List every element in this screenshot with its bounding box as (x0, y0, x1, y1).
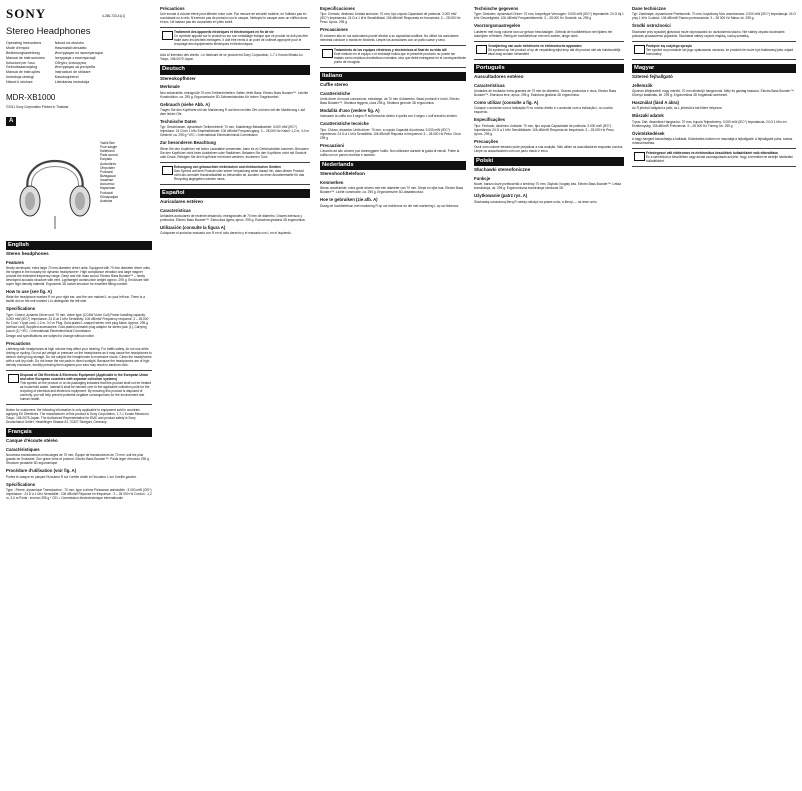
disposal-heading: Verwijdering van oude elektrische en elektronische apparaten (488, 43, 582, 48)
heading-how-to-use: Hoe te gebruiken (zie afb. A) (320, 197, 378, 203)
how-to-use-text: Słuchawkę oznaczoną literą R należy nałożyć na prawe ucho, a literą L – na lewe ucho. (474, 199, 598, 204)
disposal-notice (6, 370, 152, 405)
heading-specifications: Specifications (6, 306, 36, 312)
language-item: Instrukcja obsługi (6, 75, 34, 80)
section-header-french: Français (6, 428, 152, 437)
heading-how-to-use: Utilización (consulte la figura A) (160, 225, 226, 231)
language-item: Mode d'emploi (6, 45, 30, 50)
precautions-text: El volumen alto en los auriculares puede afectar a su capacidad auditiva. No utilice los auriculares mientras conduce o monta en bicicleta. Limpie los auriculares con un paño suave y seco. (320, 33, 459, 42)
disposal-text: Este símbolo en el equipo o el embalaje indica que el presente producto no puede ser tratado como residuos domésticos normales, sino que debe entregarse en el correspondiente punto de recogida. (334, 51, 466, 64)
how-to-use-text: Tragen Sie den Kopfhörer mit der Markierung R auf dem rechten Ohr und den mit der Markierung L auf dem linken Ohr. (160, 108, 306, 117)
how-to-use-text: Portez le casque en plaçant l'écouteur R sur l'oreille droite et l'écouteur L sur l'oreille gauche. (6, 474, 137, 479)
language-list (6, 41, 152, 85)
heading-precautions: Óvintézkedések (632, 130, 665, 136)
heading-features: Características (474, 82, 505, 88)
disposal-heading: Feleslegessé vált elektromos és elektronikus készülékek hulladékként való eltávolítása (646, 151, 778, 156)
disposal-text: This symbol on the product or on its packaging indicates that this product shall not be treated as household waste. Instead it shall be handed over to the applicable collection point for the recycling of electrical and electronic equipment. By ensuring this product is disposed of correctly, you will help prevent potential negative consequences for the environment and human health. (20, 381, 151, 402)
specifications-text: Típus: Zárt, dinamikus Hangszóró: 70 mm, kupola Teljesítmény: 3 000 mW (IEC*) Impedancia: 24 Ω 1 kHz-en Érzékenység: 106 dB/mW Frekvencia: 3 – 28 000 Hz Tömeg: kb. 295 g (632, 119, 787, 128)
column-3 (320, 6, 466, 786)
disposal-notice (474, 41, 624, 60)
part-label: Pour sangle (100, 144, 118, 149)
heading-specifications: Technische gegevens (474, 6, 519, 11)
heading-how-to-use: Használat (lásd A ábra) (632, 100, 679, 106)
part-label: Pads acoust. (100, 153, 119, 158)
section-header-hungarian: Magyar (632, 64, 796, 73)
heading-how-to-use: How to use (see fig. A) (6, 289, 52, 295)
section-header-german: Deutsch (160, 65, 310, 74)
section-subtitle: Stereohoofdtelefoon (320, 171, 365, 177)
disposal-heading: Pozbycie się zużytego sprzętu (646, 43, 692, 48)
disposal-heading: Disposal of Old Electrical & Electronic Equipment (Applicable in the European Union and other European countries with separate collection systems) (20, 373, 149, 382)
heading-features: Kenmerken (320, 180, 344, 186)
specifications-text: Tipo: Cerrado, dinámico Unidad auricular: 70 mm, tipo cúpula Capacidad de potencia: 3 000 mW (IEC*) Impedancia: 24 Ω a 1 kHz Sensibilidad: 106 dB/mW Respuesta en frecuencia: 3 – 28 000 Hz Peso: Aprox. 295 g (320, 12, 461, 25)
precautions-text: A nagy hangerő károsíthatja a hallását. Közlekedés közben ne használja a fejhallgatót. A fejhallgatót puha, száraz ruhával tisztítsa. (632, 137, 793, 146)
language-list-left (6, 41, 45, 85)
part-label: Чашечки (100, 178, 113, 183)
language-item: Használati útmutató (54, 45, 87, 50)
disposal-heading: Traitement des appareils électriques et électroniques en fin de vie (174, 30, 274, 35)
features-text: Neu entwickelte, extragroße 70-mm-Treibereinheiten. Satter, tiefer Bass. Electro Bass Booster™. Leichte Konstruktion, ca. 295 g. Ergonomische 3D-Schwenkstruktur für hohen Tragekomfort. (160, 90, 309, 99)
column-1 (6, 6, 152, 786)
specifications-note: Design and specifications are subject to change without notice. (6, 333, 95, 338)
heading-precautions: Précautions (160, 6, 185, 11)
disposal-text: Ce symbole apposé sur le produit ou sur son emballage indique que ce produit ne doit pas être traité avec les déchets ménagers. Il doit être remis à un point de collecte approprié pour le recyclage des équipements électriques et électroniques. (174, 34, 308, 47)
model-number: MDR-XB1000 (6, 92, 56, 102)
disposal-text: Dit symbool op het product of op de verpakking wijst erop dat dit product niet als huishoudelijk afval mag worden behandeld. (488, 47, 621, 56)
part-label: Austiņas (100, 198, 113, 203)
language-item: Οδηγίες λειτουργίας (54, 60, 87, 65)
section-subtitle: Cuffie stereo (320, 81, 349, 87)
part-label: Earpads (100, 157, 112, 162)
heading-specifications: Műszaki adatok (632, 113, 664, 119)
heading-precautions: Zur besonderen Beachtung (160, 140, 216, 146)
disposal-notice (632, 148, 796, 167)
heading-how-to-use: Como utilizar (consulte a fig. A) (474, 100, 539, 106)
language-item: Инструкция по эксплуатации (54, 50, 103, 55)
figure-label: A (6, 117, 16, 127)
language-item: Lietošanas instrukcija (54, 79, 90, 84)
heading-how-to-use: Procédure d'utilisation (voir fig. A) (6, 468, 77, 474)
heading-specifications: Especificações (474, 117, 506, 123)
section-subtitle: Auriculares estéreo (160, 199, 203, 204)
precautions-text: Ouvir com volume elevado pode prejudicar a sua audição. Não utilize os auscultadores enquanto conduz. Limpe os auscultadores com um pano macio e seco. (474, 145, 624, 154)
section-subtitle: Sztereó fejhallgató (632, 73, 673, 79)
section-subtitle: Stereokopfhörer (160, 75, 196, 81)
part-label: Yazlık Bez (100, 140, 115, 145)
heading-precautions: Środki ostrożności (632, 23, 671, 29)
precautions-text: Luisteren met hoog volume kan uw gehoor beschadigen. Gebruik de hoofdtelefoon niet tijdens het autorijden of fietsen. Reinig de hoofdtelefoon met een zachte, droge doek. (474, 29, 613, 38)
language-list-right (55, 41, 103, 85)
section-subtitle: Auscultadores estéreo (474, 73, 524, 79)
column-5 (632, 6, 796, 786)
precautions-text: Wenn Sie den Kopfhörer mit hoher Lautstärke verwenden, kann es zu Gehörschäden kommen. Benutzen Sie den Kopfhörer nicht beim Autofahren oder Radfahren. Belasten Sie den Kopfhörer nicht mit Gewicht oder Druck. Reinigen Sie den Kopfhörer mit einem weichen, trockenen Tuch. (160, 146, 309, 159)
language-item: Bedienungsanleitung (6, 50, 40, 55)
specifications-text: Typ: Geschlossen, dynamisch Treibereinheit: 70 mm, Kalottentyp Belastbarkeit: 3.000 mW (IEC*) Impedanz: 24 Ω bei 1 kHz Empfindlichkeit: 106 dB/mW Frequenzgang: 3 – 28.000 Hz Kabel: 1,2 m, 3,0 m Gewicht: ca. 295 g * IEC = International Electrotechnical Commission (160, 125, 310, 138)
figure-part-labels (100, 141, 118, 203)
heading-features: Funkcje (474, 176, 491, 182)
language-item: Operating Instructions (6, 41, 42, 46)
ec-notice-text: Avis à l'intention des clients : Le fabricant de ce produit est Sony Corporation, 1-7-1 Konan Minato-ku Tokyo, 108-0075 Japon. (160, 53, 303, 62)
figure-a (6, 117, 152, 237)
heading-how-to-use: Modalità d'uso (vedere fig. A) (320, 108, 380, 114)
column-4 (474, 6, 624, 786)
precautions-text: Listening with headphones at high volume may affect your hearing. For traffic safety, do not use while driving or cycling. Do not put weight or pressure on the headphones as it may cause the headphones to deform during long storage. Do not subject the headphones to excessive shock. Clean the headphones with a soft dry cloth. Do not leave the ear pads in direct sunlight. Because the headphones are of high density enclosure, forcibly pressing them against your ears may result in eardrum click. (6, 347, 152, 368)
part-number: 4-266-733-41(1) (102, 14, 126, 18)
part-label: Kõrvapadjad (100, 194, 118, 199)
sony-logo: SONY (6, 6, 47, 21)
part-label: Вкладыши (100, 173, 116, 178)
how-to-use-text: Colóquese el auricular marcado con R en el oído derecho y el marcado con L en el izquierdo. (160, 231, 292, 236)
heading-precautions: Precauzioni (320, 142, 345, 148)
language-item: Інструкція з експлуатації (54, 55, 96, 60)
section-header-dutch: Nederlands (320, 161, 466, 170)
part-label: Poduszki (100, 169, 113, 174)
heading-features: Caratteristiche (320, 90, 351, 96)
disposal-notice (320, 45, 466, 68)
specifications-text: Tipo: Fechado, dinâmico Unidade: 70 mm, tipo cúpula Capacidade de potência: 3.000 mW (IEC*) Impedância: 24 Ω a 1 kHz Sensibilidade: 106 dB/mW Resposta de frequência: 3 – 28.000 Hz Peso: Aprox. 295 g (474, 123, 615, 136)
disposal-text: Ez a szimbólum a készüléken vagy annak csomagolásán azt jelzi, hogy a terméket ne kezelje háztartási hulladékként. (646, 155, 793, 164)
section-subtitle: Stereo headphones (6, 250, 49, 256)
heading-precautions: Voorzorgsmaatregelen (474, 23, 521, 29)
features-text: Nieuw ontwikkelde, extra grote drivers met een diameter van 70 mm. Diepe en rijke bas. Electro Bass Booster™. Lichte constructie, ca. 295 g. Ergonomische 3D-draaistructuur. (320, 186, 464, 195)
specifications-text: Type : Fermé, dynamique Transducteur : 70 mm, type à dôme Puissance admissible : 3 000 mW (CEI*) Impédance : 24 Ω à 1 kHz Sensibilité : 106 dB/mW Réponse en fréquence : 3 – 28 000 Hz Cordon : 1,2 m, 3,0 m Poids : environ 295 g * CEI = Commission électrotechnique internationale (6, 488, 152, 501)
features-text: Unità driver di nuova concezione, extralarge, da 70 mm di diametro. Bassi profondi e ricchi. Electro Bass Booster™. Struttura leggera, circa 295 g. Struttura girevole 3D ergonomica. (320, 97, 460, 106)
language-item: Инструкция за употреба (54, 65, 95, 70)
section-header-portuguese: Português (474, 64, 624, 73)
document-title: Stereo Headphones (6, 26, 91, 38)
heading-features: Merkmale (160, 84, 180, 90)
copyright: ©2011 Sony Corporation Printed in Thailand (6, 104, 69, 109)
specifications-text: Type: Closed, dynamic Driver unit: 70 mm, dome type (CCAW Voice Coil) Power handling capacity: 3,000 mW (IEC*) Impedance: 24 Ω at 1 kHz Sensitivity: 106 dB/mW Frequency response: 3 – 28,000 Hz Cord: Y-type cord, 1.2 m, 3.0 m Plug: Gold-plated L-shaped stereo mini plug Mass: Approx. 295 g (without cord) Supplied accessories: Gold-plated unimatch plug adaptor for stereo jack (1), Carrying pouch (1) * IEC = International Electrotechnical Commission (6, 312, 149, 333)
language-item: Istruzioni per l'uso (6, 60, 35, 65)
disposal-notice (632, 41, 796, 60)
heading-specifications: Technische Daten (160, 119, 197, 125)
disposal-heading: Tratamiento de los equipos eléctricos y electrónicos al final de su vida útil (334, 47, 447, 52)
disposal-text: Das Symbol auf dem Produkt oder seiner Verpackung weist darauf hin, dass dieses Produkt nicht als normaler Haushaltsabfall zu behandeln ist, sondern an einer Annahmestelle für das Recycling abgegeben werden muss. (174, 168, 305, 181)
specifications-text: Tipo: Chiuso, dinamico Unità driver: 70 mm, a cupola Capacità di potenza: 3.000 mW (IEC*) Impedenza: 24 Ω a 1 kHz Sensibilità: 106 dB/mW Risposta in frequenza: 3 – 28.000 Hz Peso: Circa 295 g (320, 127, 461, 140)
disposal-text: Ten symbol na produkcie lub jego opakowaniu oznacza, że produkt nie może być traktowany jako odpad komunalny. (646, 47, 794, 56)
heading-features: Features (6, 259, 24, 265)
section-header-spanish: Español (160, 189, 310, 198)
features-text: Unidades de excitador extra-grandes de 70 mm de diâmetro. Graves profundos e ricos. Electro Bass Booster™. Estrutura leve, aprox. 295 g. Estrutura giratória 3D ergonómica. (474, 89, 617, 98)
part-label: Наушники (100, 186, 115, 191)
part-label: Ohrpolster (100, 165, 115, 170)
part-label: Auriculares (100, 161, 116, 166)
heading-features: Características (160, 207, 191, 213)
heading-features: Caractéristiques (6, 447, 40, 453)
specifications-text: Type: Gesloten, dynamisch Driver: 70 mm, koepeltype Vermogen: 3.000 mW (IEC*) Impedantie: 24 Ω bij 1 kHz Gevoeligheid: 106 dB/mW Frequentiebereik: 3 – 28.000 Hz Gewicht: ca. 295 g (474, 12, 624, 21)
part-label: Halteband (100, 149, 115, 154)
heading-features: Jellemzők (632, 82, 653, 88)
section-subtitle: Słuchawki stereofoniczne (474, 167, 531, 173)
language-item: Návod na obsluhu (54, 41, 84, 46)
part-label: Ακουστικό (100, 182, 115, 187)
heading-how-to-use: Gebrauch (siehe Abb. A) (160, 101, 210, 107)
precautions-text: Słuchanie przy wysokiej głośności może doprowadzić do uszkodzenia słuchu. Nie należy używać słuchawek podczas prowadzenia pojazdów. Słuchawki należy czyścić miękką, suchą szmatką. (632, 29, 785, 38)
how-to-use-text: Coloque o auricular com a indicação R no ouvido direito e o auricular com a indicação L no ouvido esquerdo. (474, 106, 613, 115)
precautions-text: Une écoute à volume élevé peut affecter votre ouïe. Par mesure de sécurité routière, ne l'utilisez pas en conduisant ou à vélo. N'exercez pas de pression sur le casque. Nettoyez le casque avec un chiffon doux et sec. Ne laissez pas les coussinets en plein soleil. (160, 12, 308, 25)
heading-specifications: Especificaciones (320, 6, 355, 11)
how-to-use-text: Az R jelzésű hallgatót a jobb, az L jelzésűt a bal fülére helyezze. (632, 106, 723, 111)
section-header-italian: Italiano (320, 72, 466, 81)
features-text: Nowe, bardzo duże przetworniki o średnicy 70 mm. Głęboki i bogaty bas. Electro Bass Booster™. Lekka konstrukcja, ok. 295 g. Ergonomiczna konstrukcja obrotowa 3D. (474, 182, 622, 191)
heading-precautions: Precautions (6, 340, 31, 346)
headphones-illustration (10, 131, 100, 231)
heading-specifications: Dane techniczne (632, 6, 666, 11)
section-subtitle: Casque d'écoute stéréo (6, 438, 58, 444)
features-text: Unidades auriculares de reciente desarrollo, extragrandes de 70 mm de diámetro. Graves intensos y profundos. Electro Bass Booster™. Estructura ligera, aprox. 295 g. Estructura giratoria 3D ergonómica. (160, 214, 306, 223)
heading-precautions: Precauções (474, 138, 499, 144)
how-to-use-text: Indossare la cuffia con il segno R sull'orecchio destro e quella con il segno L sull'orecchio sinistro. (320, 114, 458, 119)
disposal-heading: Entsorgung von gebrauchten elektrischen und elektronischen Geräten (174, 164, 281, 169)
how-to-use-text: Draag de hoofdtelefoon met markering R op uw rechteroor en die met markering L op uw linkeroor. (320, 203, 460, 208)
features-text: Newly developed, extra large 70 mm diameter driver units. Equipped with 70 mm diameter driver units, the largest in the industry for dynamic headphones*. High compliance vibration and large magnet provide the extended frequency range. Deep and rich bass sound. Electro Bass Booster™ – newly developed acoustic structure with vent. Lightweight construction weight approx. 295 g. Enclosure with super high-density material. Ergonomic 3D swivel structure for excellent fitting comfort. (6, 266, 151, 287)
how-to-use-text: Wear the headphone marked R on your right ear, and the one marked L on your left ear. There is a tactile dot on the unit marked L to distinguish the left side. (6, 295, 145, 304)
heading-specifications: Caratteristiche tecniche (320, 121, 369, 127)
heading-how-to-use: Użytkowanie (patrz rys. A) (474, 193, 528, 199)
features-text: Nouveaux transducteurs extra-larges de 70 mm. Équipé de transducteurs de 70 mm, soit les plus grands de l'industrie. Son grave riche et profond. Electro Bass Booster™. Poids léger d'environ 295 g. Structure pivotante 3D ergonomique. (6, 453, 150, 466)
language-item: Manual de instruções (6, 70, 41, 75)
ec-notice-text: Notice for customers: the following information is only applicable to equipment sold in countries applying EU Directives. The manufacturer of this product is Sony Corporation, 1-7-1 Konan Minato-ku Tokyo, 108-0075 Japan. The Authorized Representative for EMC and product safety is Sony Deutschland GmbH, Hedelfinger Strasse 61, 70327 Stuttgart, Germany. (6, 408, 149, 425)
language-item: Gebruiksaanwijzing (6, 65, 38, 70)
section-header-english: English (6, 241, 152, 250)
disposal-notice (160, 162, 310, 185)
language-item: Kasutusjuhend (54, 75, 79, 80)
heading-precautions: Precauciones (320, 27, 348, 33)
part-label: Poduszki (100, 190, 113, 195)
heading-specifications: Spécifications (6, 481, 36, 487)
features-text: Újonnan kifejlesztett, nagy méretű, 70 mm átmérőjű hangszórók. Mély és gazdag basszus. Electro Bass Booster™. Könnyű kialakítás, kb. 295 g. Ergonomikus 3D forgatható szerkezet. (632, 89, 795, 98)
precautions-text: L'ascolto ad alto volume può danneggiare l'udito. Non utilizzare durante la guida di veicoli. Pulire la cuffia con un panno morbido e asciutto. (320, 149, 460, 158)
column-2 (160, 6, 310, 786)
specifications-text: Typ: Zamknięte, dynamiczne Przetwornik: 70 mm, kopułkowy Moc znamionowa: 3 000 mW (IEC*) Impedancja: 24 Ω przy 1 kHz Czułość: 106 dB/mW Pasmo przenoszenia: 3 – 28 000 Hz Masa: ok. 295 g (632, 12, 796, 21)
section-header-polish: Polski (474, 157, 624, 166)
disposal-notice (160, 27, 310, 50)
language-item: Instrucțiuni de utilizare (54, 70, 91, 75)
language-item: Manual de instrucciones (6, 55, 45, 60)
language-item: Návod k obsluze (6, 79, 33, 84)
